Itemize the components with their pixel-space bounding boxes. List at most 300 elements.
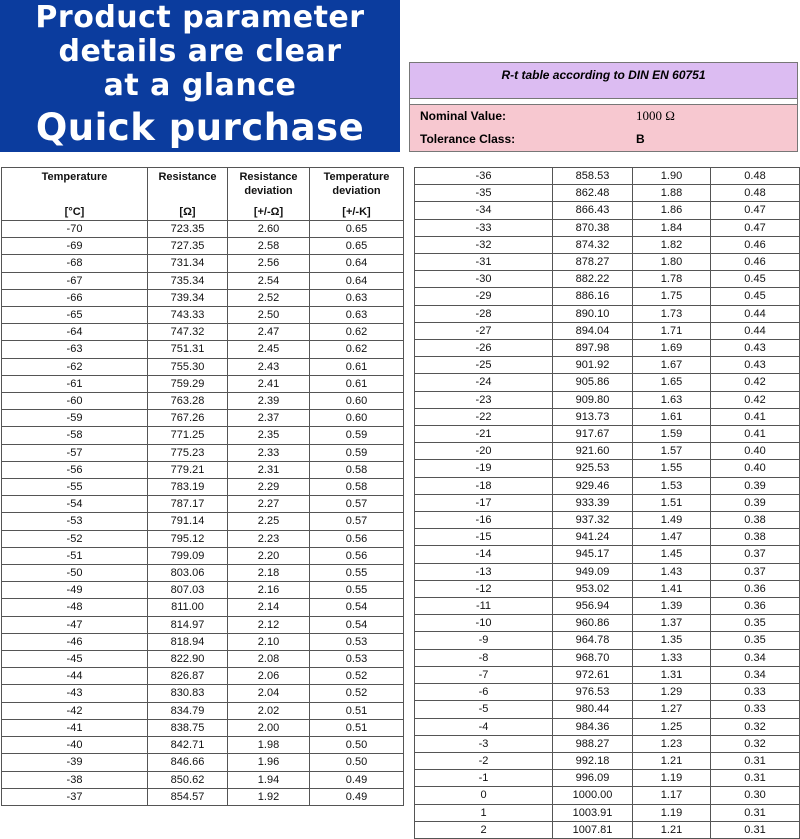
table-cell: 0.31 [711,752,800,769]
table-cell: 1.41 [633,580,711,597]
table-cell: -57 [2,444,148,461]
table-cell: 787.17 [148,496,228,513]
table-row [415,546,800,563]
table-cell: 2.35 [228,427,310,444]
table-cell: 834.79 [148,702,228,719]
table-cell: 731.34 [148,255,228,272]
table-cell: -56 [2,461,148,478]
table-row [2,599,404,616]
table-cell: 0.38 [711,512,800,529]
table-cell: 0.57 [310,513,404,530]
table-cell: 1.63 [633,391,711,408]
table-cell: 890.10 [553,305,633,322]
table-cell: 767.26 [148,410,228,427]
table-cell: -70 [2,221,148,238]
table-cell: 2.41 [228,375,310,392]
table-cell: -25 [415,357,553,374]
table-row [415,202,800,219]
table-cell: 811.00 [148,599,228,616]
table-row [415,804,800,821]
table-row [415,529,800,546]
table-cell: 0.61 [310,375,404,392]
table-cell: 0 [415,787,553,804]
table-cell: -24 [415,374,553,391]
table-cell: 0.32 [711,718,800,735]
table-cell: 1.49 [633,512,711,529]
table-cell: 1003.91 [553,804,633,821]
table-cell: 1.51 [633,494,711,511]
table-cell: 878.27 [553,254,633,271]
table-cell: -65 [2,307,148,324]
table-cell: -42 [2,702,148,719]
table-cell: -60 [2,393,148,410]
table-row [2,444,404,461]
table-cell: -58 [2,427,148,444]
table-cell: 0.44 [711,305,800,322]
table-row [2,496,404,513]
table-cell: 0.60 [310,410,404,427]
table-row [2,685,404,702]
table-cell: 0.35 [711,632,800,649]
table-cell: 2.29 [228,479,310,496]
table-cell: -32 [415,236,553,253]
table-cell: 1.73 [633,305,711,322]
table-row [2,461,404,478]
table-cell: -38 [2,771,148,788]
table-cell: 0.47 [711,219,800,236]
table-row [415,168,800,185]
table-cell: 941.24 [553,529,633,546]
table-cell: 960.86 [553,615,633,632]
header-label: Temperature deviation [323,171,390,197]
table-row [415,684,800,701]
table-cell: 0.36 [711,580,800,597]
table-cell: -26 [415,340,553,357]
table-cell: 925.53 [553,460,633,477]
table-cell: -27 [415,322,553,339]
table-cell: 905.86 [553,374,633,391]
table-cell: 1.82 [633,236,711,253]
table-cell: 838.75 [148,719,228,736]
table-cell: 972.61 [553,666,633,683]
table-cell: 2 [415,821,553,838]
table-cell: 1.21 [633,821,711,838]
table-cell: 1 [415,804,553,821]
table-cell: 0.49 [310,788,404,805]
table-cell: 0.62 [310,341,404,358]
table-cell: -51 [2,547,148,564]
table-cell: -22 [415,408,553,425]
table-row [415,271,800,288]
table-cell: 814.97 [148,616,228,633]
table-cell: 984.36 [553,718,633,735]
table-cell: -69 [2,238,148,255]
table-cell: 0.40 [711,460,800,477]
table-row [2,702,404,719]
table-row [2,238,404,255]
header-temperature-deviation [310,168,404,221]
table-cell: 0.58 [310,461,404,478]
header-unit: [°C] [64,206,85,218]
table-cell: 0.33 [711,701,800,718]
table-cell: 949.09 [553,563,633,580]
table-cell: -59 [2,410,148,427]
table-cell: 2.50 [228,307,310,324]
table-row [415,477,800,494]
nominal-label: Nominal Value: [420,109,507,123]
tolerance-label: Tolerance Class: [420,132,516,146]
table-cell: -21 [415,426,553,443]
table-cell: 1.19 [633,804,711,821]
table-cell: 0.41 [711,408,800,425]
table-cell: 956.94 [553,598,633,615]
table-cell: 0.53 [310,651,404,668]
table-cell: 2.43 [228,358,310,375]
table-cell: 1.59 [633,426,711,443]
table-cell: 1.23 [633,735,711,752]
table-row [415,701,800,718]
table-cell: 799.09 [148,547,228,564]
table-cell: -3 [415,735,553,752]
table-cell: 1.27 [633,701,711,718]
table-row [2,255,404,272]
table-cell: 0.36 [711,598,800,615]
table-cell: 0.58 [310,479,404,496]
table-cell: 763.28 [148,393,228,410]
table-cell: 0.45 [711,271,800,288]
table-cell: 0.52 [310,668,404,685]
table-cell: 976.53 [553,684,633,701]
table-row [2,289,404,306]
table-row [2,633,404,650]
table-cell: 1000.00 [553,787,633,804]
table-row [415,322,800,339]
table-cell: -11 [415,598,553,615]
table-cell: 1.65 [633,374,711,391]
rt-table-right [414,167,800,839]
table-cell: 862.48 [553,185,633,202]
table-cell: -15 [415,529,553,546]
table-cell: -43 [2,685,148,702]
table-cell: -52 [2,530,148,547]
table-cell: 1.35 [633,632,711,649]
table-cell: 727.35 [148,238,228,255]
table-cell: 1.84 [633,219,711,236]
table-cell: 775.23 [148,444,228,461]
table-cell: -45 [2,651,148,668]
table-cell: 988.27 [553,735,633,752]
table-cell: 2.20 [228,547,310,564]
table-row [2,427,404,444]
table-row [415,305,800,322]
header-unit: [+/-K] [342,206,371,218]
table-cell: 0.30 [711,787,800,804]
table-cell: -18 [415,477,553,494]
table-cell: -4 [415,718,553,735]
table-cell: 1.33 [633,649,711,666]
table-cell: 2.06 [228,668,310,685]
table-cell: 0.53 [310,633,404,650]
banner-line-2: details are clear [58,34,342,69]
table-cell: -44 [2,668,148,685]
table-row [415,787,800,804]
table-cell: 0.57 [310,496,404,513]
table-cell: 2.00 [228,719,310,736]
table-cell: -63 [2,341,148,358]
table-row [415,735,800,752]
table-cell: 921.60 [553,443,633,460]
table-cell: 2.25 [228,513,310,530]
table-cell: -17 [415,494,553,511]
table-cell: -35 [415,185,553,202]
table-row [2,754,404,771]
table-cell: 1.88 [633,185,711,202]
table-row [2,565,404,582]
table-row [2,737,404,754]
table-cell: 1.53 [633,477,711,494]
table-cell: -14 [415,546,553,563]
table-cell: 0.51 [310,702,404,719]
table-cell: -46 [2,633,148,650]
tolerance-row [410,128,797,151]
table-row [415,254,800,271]
table-cell: 1.98 [228,737,310,754]
table-row [415,236,800,253]
table-cell: 929.46 [553,477,633,494]
table-row [2,393,404,410]
table-row [415,580,800,597]
table-cell: 1.55 [633,460,711,477]
table-row [415,512,800,529]
table-row [2,375,404,392]
table-row [415,408,800,425]
table-cell: 822.90 [148,651,228,668]
table-cell: 2.23 [228,530,310,547]
table-cell: 771.25 [148,427,228,444]
table-cell: 0.54 [310,616,404,633]
table-cell: 759.29 [148,375,228,392]
table-cell: -7 [415,666,553,683]
table-cell: -1 [415,770,553,787]
table-cell: 882.22 [553,271,633,288]
table-row [415,219,800,236]
table-cell: -6 [415,684,553,701]
right-table-body [415,168,800,839]
table-cell: 0.34 [711,649,800,666]
table-cell: 0.46 [711,236,800,253]
table-cell: 0.31 [711,770,800,787]
table-cell: 846.66 [148,754,228,771]
table-cell: 917.67 [553,426,633,443]
table-cell: 0.55 [310,565,404,582]
table-cell: 937.32 [553,512,633,529]
table-row [415,374,800,391]
table-row [415,666,800,683]
table-cell: 791.14 [148,513,228,530]
table-cell: 933.39 [553,494,633,511]
table-cell: 747.32 [148,324,228,341]
rt-table-title: R-t table according to DIN EN 60751 [410,63,797,99]
table-row [415,615,800,632]
table-row [415,443,800,460]
table-row [2,616,404,633]
table-cell: 0.42 [711,391,800,408]
table-cell: 968.70 [553,649,633,666]
table-cell: 866.43 [553,202,633,219]
table-cell: 1.61 [633,408,711,425]
header-unit: [Ω] [179,206,196,218]
table-cell: -2 [415,752,553,769]
table-cell: 723.35 [148,221,228,238]
table-cell: 2.58 [228,238,310,255]
table-row [2,530,404,547]
table-cell: -16 [415,512,553,529]
table-row [2,668,404,685]
table-cell: 0.61 [310,358,404,375]
table-cell: 779.21 [148,461,228,478]
nominal-value: 1000 Ω [636,108,675,123]
table-cell: -61 [2,375,148,392]
table-cell: -36 [415,168,553,185]
table-cell: 0.50 [310,737,404,754]
table-cell: 2.02 [228,702,310,719]
table-cell: -41 [2,719,148,736]
table-cell: 0.39 [711,477,800,494]
table-cell: 2.52 [228,289,310,306]
table-cell: 0.46 [711,254,800,271]
table-cell: 2.39 [228,393,310,410]
table-cell: 1.75 [633,288,711,305]
table-row [2,358,404,375]
table-cell: 980.44 [553,701,633,718]
table-cell: 1.94 [228,771,310,788]
table-cell: 1.96 [228,754,310,771]
table-cell: 1.92 [228,788,310,805]
table-cell: 1007.81 [553,821,633,838]
table-cell: -39 [2,754,148,771]
table-cell: 2.08 [228,651,310,668]
table-cell: -64 [2,324,148,341]
table-cell: 0.42 [711,374,800,391]
banner-line-4: Quick purchase [35,106,365,149]
table-cell: 1.47 [633,529,711,546]
table-cell: -67 [2,272,148,289]
table-cell: 1.69 [633,340,711,357]
table-cell: 909.80 [553,391,633,408]
table-cell: 0.32 [711,735,800,752]
table-cell: 0.34 [711,666,800,683]
table-cell: 0.63 [310,307,404,324]
table-cell: 0.64 [310,272,404,289]
table-cell: -10 [415,615,553,632]
table-cell: 1.31 [633,666,711,683]
table-row [2,582,404,599]
table-cell: 0.65 [310,238,404,255]
table-cell: -66 [2,289,148,306]
table-row [2,221,404,238]
table-cell: 0.41 [711,426,800,443]
table-cell: 842.71 [148,737,228,754]
table-cell: 1.43 [633,563,711,580]
table-row [415,494,800,511]
table-row [415,821,800,838]
table-cell: 901.92 [553,357,633,374]
table-row [415,426,800,443]
table-cell: 0.33 [711,684,800,701]
table-cell: 953.02 [553,580,633,597]
table-cell: 795.12 [148,530,228,547]
table-cell: 0.52 [310,685,404,702]
table-cell: 0.31 [711,821,800,838]
table-row [2,272,404,289]
table-row [415,340,800,357]
table-cell: 2.37 [228,410,310,427]
table-cell: 2.10 [228,633,310,650]
table-cell: 1.67 [633,357,711,374]
table-cell: 1.71 [633,322,711,339]
table-row [415,632,800,649]
table-cell: -13 [415,563,553,580]
table-cell: -8 [415,649,553,666]
table-cell: -50 [2,565,148,582]
table-cell: 818.94 [148,633,228,650]
table-cell: 0.59 [310,427,404,444]
table-cell: -28 [415,305,553,322]
table-row [415,357,800,374]
table-cell: 0.38 [711,529,800,546]
table-row [415,563,800,580]
table-cell: -12 [415,580,553,597]
table-cell: -19 [415,460,553,477]
table-row [415,752,800,769]
header-temperature [2,168,148,221]
table-cell: 2.56 [228,255,310,272]
table-cell: 870.38 [553,219,633,236]
table-row [415,649,800,666]
table-cell: 0.48 [711,168,800,185]
table-row [415,770,800,787]
table-row [415,718,800,735]
table-cell: 0.48 [711,185,800,202]
table-cell: 964.78 [553,632,633,649]
table-cell: 1.19 [633,770,711,787]
table-cell: 2.33 [228,444,310,461]
table-cell: 913.73 [553,408,633,425]
table-cell: -5 [415,701,553,718]
table-cell: -30 [415,271,553,288]
table-cell: -54 [2,496,148,513]
table-row [2,410,404,427]
table-row [2,341,404,358]
left-table-body [2,221,404,806]
table-row [2,513,404,530]
table-row [2,719,404,736]
table-cell: -33 [415,219,553,236]
table-cell: 894.04 [553,322,633,339]
table-cell: 0.65 [310,221,404,238]
table-cell: -68 [2,255,148,272]
table-cell: 0.43 [711,357,800,374]
table-cell: 2.60 [228,221,310,238]
tolerance-value: B [636,132,645,146]
table-cell: 886.16 [553,288,633,305]
table-cell: 0.45 [711,288,800,305]
table-cell: 1.78 [633,271,711,288]
table-cell: 874.32 [553,236,633,253]
table-cell: 0.55 [310,582,404,599]
table-row [415,598,800,615]
table-cell: 2.04 [228,685,310,702]
